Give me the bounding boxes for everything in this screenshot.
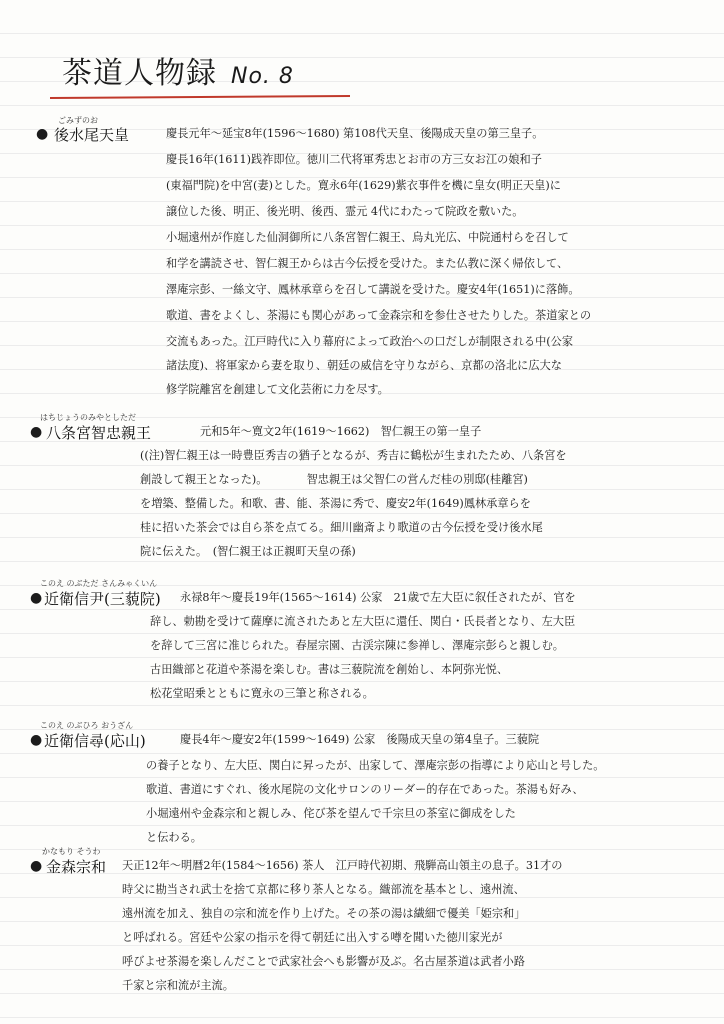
entry-line: 和学を講読させ、智仁親王からは古今伝授を受けた。また仏教に深く帰依して、 bbox=[166, 257, 569, 270]
person-name: 金森宗和 bbox=[46, 858, 107, 876]
name-ruby: はちじょうのみやとしただ bbox=[40, 413, 136, 422]
person-name: 近衛信尋(応山) bbox=[44, 732, 146, 750]
entry-line: と伝わる。 bbox=[146, 831, 202, 844]
entry-line: 院に伝えた。 (智仁親王は正親町天皇の孫) bbox=[140, 545, 356, 558]
entry-line: 修学院離宮を創建して文化芸術に力を尽す。 bbox=[166, 383, 389, 396]
entry-line: 譲位した後、明正、後光明、後西、霊元 4代にわたって院政を敷いた。 bbox=[166, 205, 524, 218]
bullet-icon: ● bbox=[36, 126, 49, 142]
person-name: 後水尾天皇 bbox=[54, 126, 130, 144]
entry-line: と呼ばれる。宮廷や公家の指示を得て朝廷に出入する噂を聞いた徳川家光が bbox=[122, 931, 503, 944]
page-title bbox=[62, 48, 294, 92]
entry-line: 呼びよせ茶湯を楽しんだことで武家社会へも影響が及ぶ。名古屋茶道は武者小路 bbox=[122, 955, 525, 968]
entry-line: 小堀遠州や金森宗和と親しみ、侘び茶を望んで千宗旦の茶室に御成をした bbox=[146, 807, 516, 820]
name-ruby: このえ のぶただ さんみゃくいん bbox=[40, 579, 158, 588]
entry-line: 時父に勘当され武士を捨て京都に移り茶人となる。織部流を基本とし、遠州流、 bbox=[122, 883, 525, 896]
bullet-icon: ● bbox=[30, 732, 43, 748]
entry-line: 交流もあった。江戸時代に入り幕府によって政治への口だしが制限される中(公家 bbox=[166, 335, 574, 348]
entry-line: の養子となり、左大臣、関白に昇ったが、出家して、澤庵宗彭の指導により応山と号した。 bbox=[146, 759, 605, 772]
name-ruby: このえ のぶひろ おうざん bbox=[40, 721, 134, 730]
title-number: No. 8 bbox=[231, 64, 294, 89]
entry-line: 松花堂昭乗とともに寛永の三筆と称される。 bbox=[150, 687, 374, 700]
entry-line: 慶長元年～延宝8年(1596～1680) 第108代天皇、後陽成天皇の第三皇子。 bbox=[166, 127, 544, 140]
entry-line: (東福門院)を中宮(妻)とした。寛永6年(1629)紫衣事件を機に皇女(明正天皇)に bbox=[166, 179, 561, 192]
bullet-icon: ● bbox=[30, 424, 43, 440]
entry-line: 歌道、書道にすぐれ、後水尾院の文化サロンのリーダー的存在であった。茶湯も好み、 bbox=[146, 783, 584, 796]
entry-line: 古田織部と花道や茶湯を楽しむ。書は三藐院流を創始し、本阿弥光悦、 bbox=[150, 663, 509, 676]
entry-line: 元和5年～寛文2年(1619～1662) 智仁親王の第一皇子 bbox=[200, 425, 482, 438]
entry-line: 諸法度)、将軍家から妻を取り、朝廷の威信を守りながら、京都の洛北に広大な bbox=[166, 359, 562, 372]
entry-line: 慶長16年(1611)践祚即位。徳川二代将軍秀忠とお市の方三女お江の娘和子 bbox=[166, 153, 542, 166]
entry-line: を増築、整備した。和歌、書、能、茶湯に秀で、慶安2年(1649)鳳林承章らを bbox=[140, 497, 531, 510]
entry-line: 桂に招いた茶会では自ら茶を点てる。細川幽斎より歌道の古今伝授を受け後水尾 bbox=[140, 521, 543, 534]
entry-line: ((注)智仁親王は一時豊臣秀吉の猶子となるが、秀吉に鶴松が生まれたため、八条宮を bbox=[140, 449, 567, 462]
entry-line: を辞して三宮に准じられた。春屋宗園、古渓宗陳に参禅し、澤庵宗彭らと親しむ。 bbox=[150, 639, 564, 652]
person-name: 八条宮智忠親王 bbox=[46, 424, 152, 442]
entry-line: 小堀遠州が作庭した仙洞御所に八条宮智仁親王、烏丸光広、中院通村らを召して bbox=[166, 231, 569, 244]
entry-line: 創設して親王となった)。 智忠親王は父智仁の営んだ桂の別邸(桂離宮) bbox=[140, 473, 528, 486]
bullet-icon: ● bbox=[30, 858, 43, 874]
entry-line: 遠州流を加え、独自の宗和流を作り上げた。その茶の湯は繊細で優美「姫宗和」 bbox=[122, 907, 526, 920]
entry-line: 天正12年～明暦2年(1584～1656) 茶人 江戸時代初期、飛騨高山領主の息子。31才の bbox=[122, 859, 563, 872]
entry-line: 慶長4年～慶安2年(1599～1649) 公家 後陽成天皇の第4皇子。三藐院 bbox=[180, 733, 540, 746]
title-text: 茶道人物録 bbox=[62, 56, 217, 91]
name-ruby: ごみずのお bbox=[58, 116, 98, 125]
title-underline bbox=[50, 95, 350, 99]
entry-line: 永禄8年～慶長19年(1565～1614) 公家 21歳で左大臣に叙任されたが、官を bbox=[180, 591, 576, 604]
entry-line: 澤庵宗彭、一絲文守、鳳林承章らを召して講説を受けた。慶安4年(1651)に落飾。 bbox=[166, 283, 580, 296]
entry-line: 歌道、書をよくし、茶湯にも関心があって金森宗和を参仕させたりした。茶道家との bbox=[166, 309, 592, 322]
name-ruby: かなもり そうわ bbox=[42, 847, 101, 856]
entry-line: 千家と宗和流が主流。 bbox=[122, 979, 234, 992]
bullet-icon: ● bbox=[30, 590, 43, 606]
entry-line: 辞し、勅勘を受けて薩摩に流されたあと左大臣に還任、関白・氏長者となり、左大臣 bbox=[150, 615, 576, 628]
person-name: 近衛信尹(三藐院) bbox=[44, 590, 161, 608]
